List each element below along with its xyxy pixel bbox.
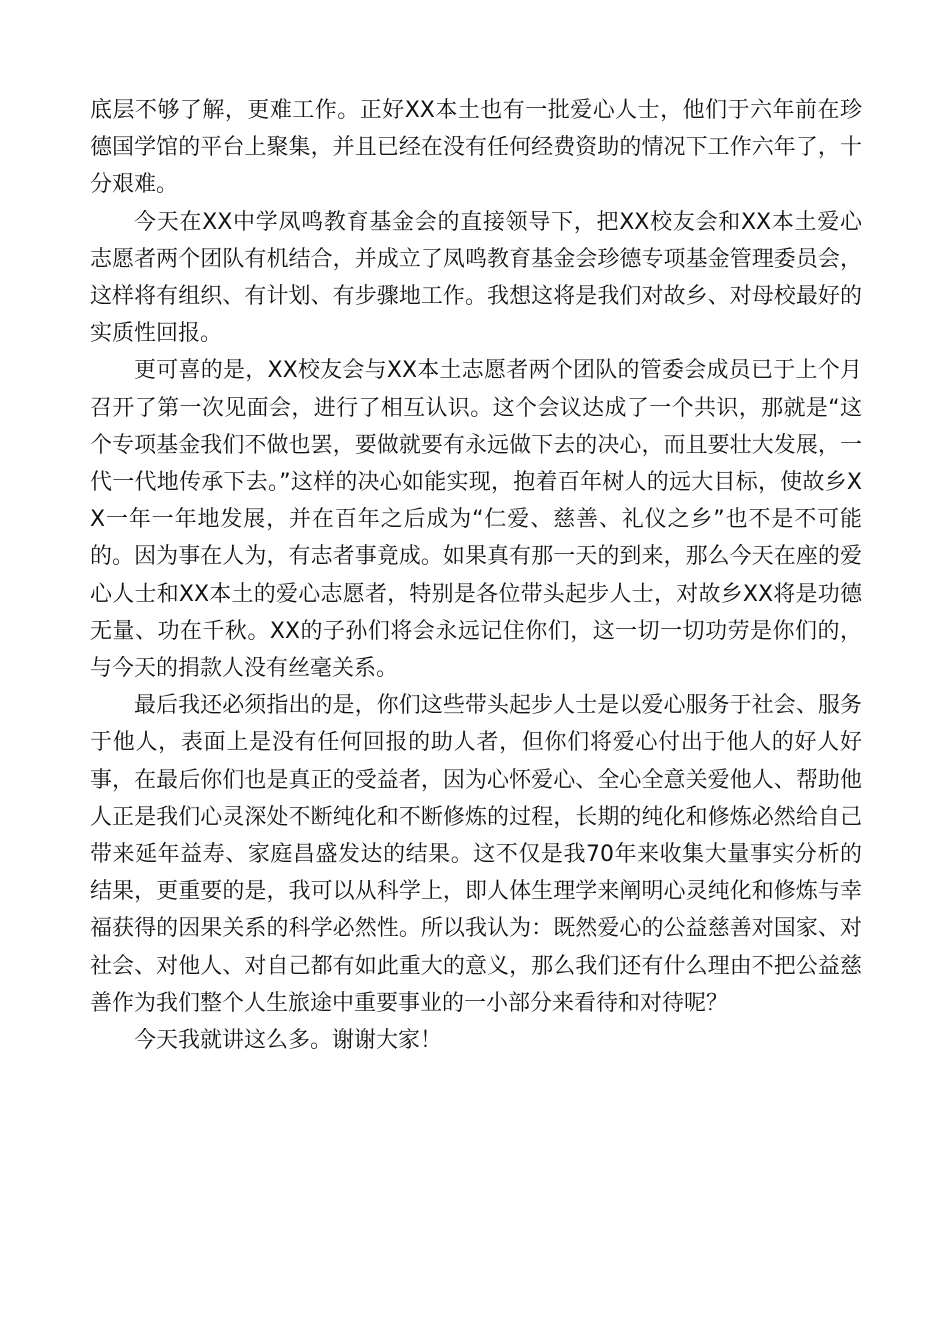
paragraph-conclusion: 最后我还必须指出的是，你们这些带头起步人士是以爱心服务于社会、服务于他人，表面上是没有任何回报的助人者，但你们将爱心付出于他人的好人好事，在最后你们也是真正的受益者，因为心怀爱心、全心全意关爱他人、帮助他人正是我们心灵深处不断纯化和不断修炼的过程，长期的纯化和修炼必然给自己带来延年益寿、家庭昌盛发达的结果。这不仅是我70年来收集大量事实分析的结果，更重要的是，我可以从科学上，即人体生理学来阐明心灵纯化和修炼与幸福获得的因果关系的科学必然性。所以我认为：既然爱心的公益慈善对国家、对社会、对他人、对自己都有如此重大的意义，那么我们还有什么理由不把公益慈善作为我们整个人生旅途中重要事业的一小部分来看待和对待呢？ [90, 693, 862, 1016]
paragraph-foundation: 今天在XX中学凤鸣教育基金会的直接领导下，把XX校友会和XX本土爱心志愿者两个团队有机结合，并成立了凤鸣教育基金会珍德专项基金管理委员会，这样将有组织、有计划、有步骤地工作。我想这将是我们对故乡、对母校最好的实质性回报。 [90, 209, 862, 347]
document-page [90, 92, 862, 1059]
paragraph-meeting: 更可喜的是，XX校友会与XX本土志愿者两个团队的管委会成员已于上个月召开了第一次见面会，进行了相互认识。这个会议达成了一个共识，那就是“这个专项基金我们不做也罢，要做就要有永远做下去的决心，而且要壮大发展，一代一代地传承下去。”这样的决心如能实现，抱着百年树人的远大目标，使故乡XX一年一年地发展，并在百年之后成为“仁爱、慈善、礼仪之乡”也不是不可能的。因为事在人为，有志者事竟成。如果真有那一天的到来，那么今天在座的爱心人士和XX本土的爱心志愿者，特别是各位带头起步人士，对故乡XX将是功德无量、功在千秋。XX的子孙们将会永远记住你们，这一切一切功劳是你们的，与今天的捐款人没有丝毫关系。 [90, 358, 862, 682]
paragraph-closing: 今天我就讲这么多。谢谢大家！ [134, 1028, 443, 1054]
paragraph-continuation: 底层不够了解，更难工作。正好XX本土也有一批爱心人士，他们于六年前在珍德国学馆的平台上聚集，并且已经在没有任何经费资助的情况下工作六年了，十分艰难。 [90, 98, 862, 198]
